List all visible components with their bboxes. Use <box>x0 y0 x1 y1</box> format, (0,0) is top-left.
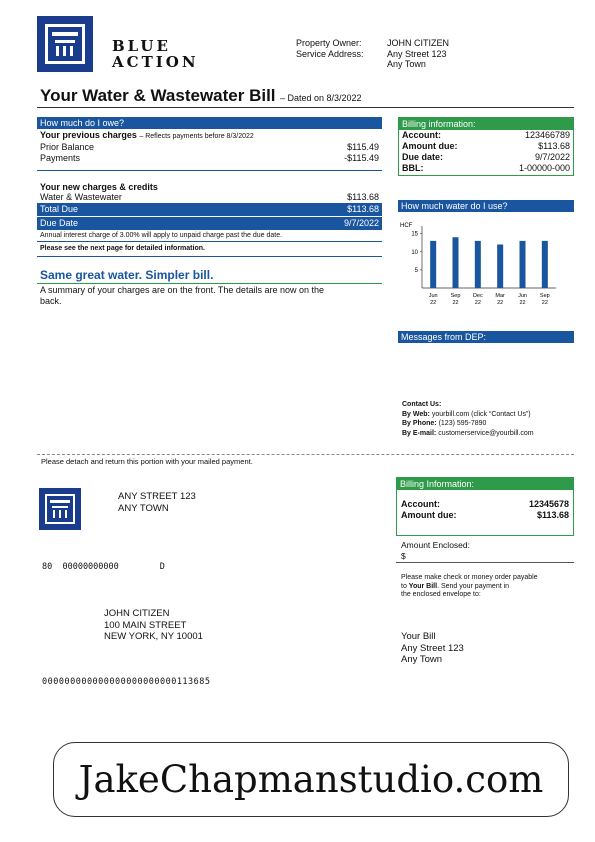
brand-line-2: ACTION <box>112 53 199 71</box>
pay-note-2 <box>401 583 538 592</box>
contact-phone <box>402 419 534 429</box>
stub-address-line-1: ANY STREET 123 <box>118 491 196 502</box>
stub-amount-row <box>401 510 569 521</box>
contact-email-link[interactable]: customerservice@yourbill.com <box>438 429 534 437</box>
billing-account-label: Account: <box>402 130 441 140</box>
usage-bar <box>430 241 436 288</box>
remit-address <box>401 631 464 666</box>
property-owner-block <box>296 38 364 59</box>
billing-due-row <box>402 152 570 163</box>
watermark-text: JakeChapmanstudio.com <box>78 758 544 801</box>
x-tick-label: Jun <box>518 293 527 299</box>
stub-amount-label: Amount due: <box>401 510 457 520</box>
usage-bar <box>475 241 481 288</box>
next-page-note: Please see the next page for detailed information. <box>40 245 205 252</box>
payments-row <box>37 153 382 164</box>
owner-value: JOHN CITIZEN <box>387 38 449 48</box>
x-tick-label: Dec <box>472 293 483 299</box>
stub-billing-header: Billing Information: <box>397 478 573 490</box>
page-title <box>40 86 362 106</box>
x-tick-label-year: 22 <box>541 300 548 306</box>
billing-due-label: Due date: <box>402 152 444 162</box>
watermark-banner <box>53 742 569 817</box>
payments-value: -$115.49 <box>344 153 379 163</box>
billing-bbl-row <box>402 163 570 174</box>
property-owner-values <box>387 38 449 70</box>
billing-amount-label: Amount due: <box>402 141 458 151</box>
billing-info-box <box>398 117 574 176</box>
x-tick-label-year: 22 <box>497 300 504 306</box>
section-divider <box>37 170 382 171</box>
y-tick-label: 10 <box>411 249 418 256</box>
detach-note: Please detach and return this portion with your mailed payment. <box>41 457 253 466</box>
water-row <box>37 192 382 203</box>
x-tick-label: Mar <box>495 293 505 299</box>
usage-bar <box>520 241 526 288</box>
pay-note-2-post: . Send your payment in <box>437 582 510 590</box>
remit-name: Your Bill <box>401 631 436 642</box>
stub-account-label: Account: <box>401 499 440 509</box>
billing-bbl-value: 1-00000-000 <box>518 163 570 173</box>
address-label: Service Address: <box>296 48 364 59</box>
x-tick-label-year: 22 <box>430 300 437 306</box>
scan-line: 000000000000000000000000113685 <box>42 677 211 687</box>
stub-account-value: 12345678 <box>528 499 569 509</box>
section-divider <box>37 256 382 257</box>
due-date-row <box>37 217 382 230</box>
contact-title: Contact Us: <box>402 401 442 408</box>
brand-name <box>112 38 199 70</box>
address-line-2: Any Town <box>387 59 426 69</box>
slogan-divider <box>37 283 382 284</box>
customer-city: NEW YORK, NY 10001 <box>104 631 203 642</box>
messages-header: Messages from DEP: <box>398 331 574 343</box>
due-date-label: Due Date <box>40 218 79 228</box>
billing-account-row <box>402 130 570 141</box>
billing-amount-row <box>402 141 570 152</box>
pay-note-2-pre: to <box>401 582 407 590</box>
contact-email-label: By E-mail: <box>402 429 437 437</box>
customer-name: JOHN CITIZEN <box>104 608 170 619</box>
stub-logo <box>39 488 81 530</box>
billing-account-value: 123466789 <box>524 130 570 140</box>
prior-balance-row <box>37 142 382 153</box>
micr-line: 80 00000000000 D <box>42 562 165 572</box>
x-tick-label-year: 22 <box>474 300 481 306</box>
amount-enclosed-field[interactable]: $ <box>401 550 406 561</box>
x-tick-label: Sep <box>450 293 461 299</box>
y-axis-unit: HCF <box>400 223 413 229</box>
amount-enclosed-label: Amount Enclosed: <box>401 540 470 550</box>
interest-note: Annual interest charge of 3.00% will apply to unpaid charge past the due date. <box>40 232 283 239</box>
contact-web-label: By Web: <box>402 410 430 418</box>
total-due-label: Total Due <box>40 204 79 214</box>
owe-section <box>37 117 382 307</box>
prev-charges-note: – Reflects payments before 8/3/2022 <box>139 133 254 140</box>
water-value: $113.68 <box>347 192 379 202</box>
usage-bar <box>453 237 459 288</box>
x-tick-label: Jun <box>428 293 438 299</box>
billing-header: Billing information: <box>399 118 573 130</box>
bill-title: Your Water & Wastewater Bill <box>40 86 276 105</box>
contact-email <box>402 429 534 439</box>
usage-chart <box>398 218 574 314</box>
water-label: Water & Wastewater <box>40 192 122 202</box>
owe-header: How much do I owe? <box>37 117 382 129</box>
new-charges-title: Your new charges & credits <box>40 182 158 192</box>
billing-amount-value: $113.68 <box>538 141 570 151</box>
prior-balance-value: $115.49 <box>347 142 379 152</box>
contact-block <box>402 400 534 438</box>
stub-billing-box <box>396 477 574 536</box>
customer-street: 100 MAIN STREET <box>104 619 187 631</box>
customer-address <box>104 608 203 643</box>
stub-account-row <box>401 499 569 510</box>
owner-label: Property Owner: <box>296 38 362 48</box>
x-tick-label: Sep <box>539 293 550 299</box>
bill-date: – Dated on 8/3/2022 <box>279 93 362 103</box>
due-date-value: 9/7/2022 <box>343 218 379 228</box>
stub-address <box>118 491 196 515</box>
y-tick-label: 15 <box>411 231 418 238</box>
address-line-1: Any Street 123 <box>387 48 447 59</box>
contact-phone-label: By Phone: <box>402 420 437 427</box>
amount-enclosed <box>401 540 470 561</box>
brand-logo <box>37 16 93 72</box>
usage-bar <box>542 241 548 288</box>
detach-line <box>37 454 574 455</box>
stub-address-line-2: ANY TOWN <box>118 503 169 514</box>
remit-street: Any Street 123 <box>401 642 464 654</box>
summary-text: A summary of your charges are on the front. The details are now on the back. <box>40 285 324 306</box>
usage-header: How much water do I use? <box>398 200 574 212</box>
enclosed-underline <box>396 562 574 563</box>
remit-town: Any Town <box>401 654 443 665</box>
contact-web-link[interactable]: yourbill.com (click “Contact Us”) <box>431 410 531 418</box>
x-tick-label-year: 22 <box>452 300 459 306</box>
y-tick-label: 5 <box>414 267 418 274</box>
total-due-value: $113.68 <box>347 204 379 214</box>
slogan: Same great water. Simpler bill. <box>40 268 214 282</box>
pay-note-1: Please make check or money order payable <box>401 574 538 581</box>
title-underline <box>37 107 574 108</box>
billing-bbl-label: BBL: <box>402 163 424 173</box>
payments-label: Payments <box>40 153 81 163</box>
section-divider <box>37 241 382 242</box>
pay-note-2-payee: Your Bill <box>408 582 438 590</box>
contact-web <box>402 410 534 420</box>
pay-note-3: the enclosed envelope to: <box>401 591 481 598</box>
usage-bar <box>497 245 503 289</box>
stub-amount-value: $113.68 <box>536 510 569 520</box>
prev-charges-title: Your previous charges <box>40 130 137 140</box>
billing-due-value: 9/7/2022 <box>534 152 570 162</box>
contact-phone-value: (123) 595-7890 <box>438 420 487 427</box>
prior-balance-label: Prior Balance <box>40 142 95 152</box>
brand-line-1: BLUE <box>112 37 171 55</box>
pay-instructions <box>401 574 538 600</box>
total-due-row <box>37 203 382 216</box>
x-tick-label-year: 22 <box>519 300 526 306</box>
